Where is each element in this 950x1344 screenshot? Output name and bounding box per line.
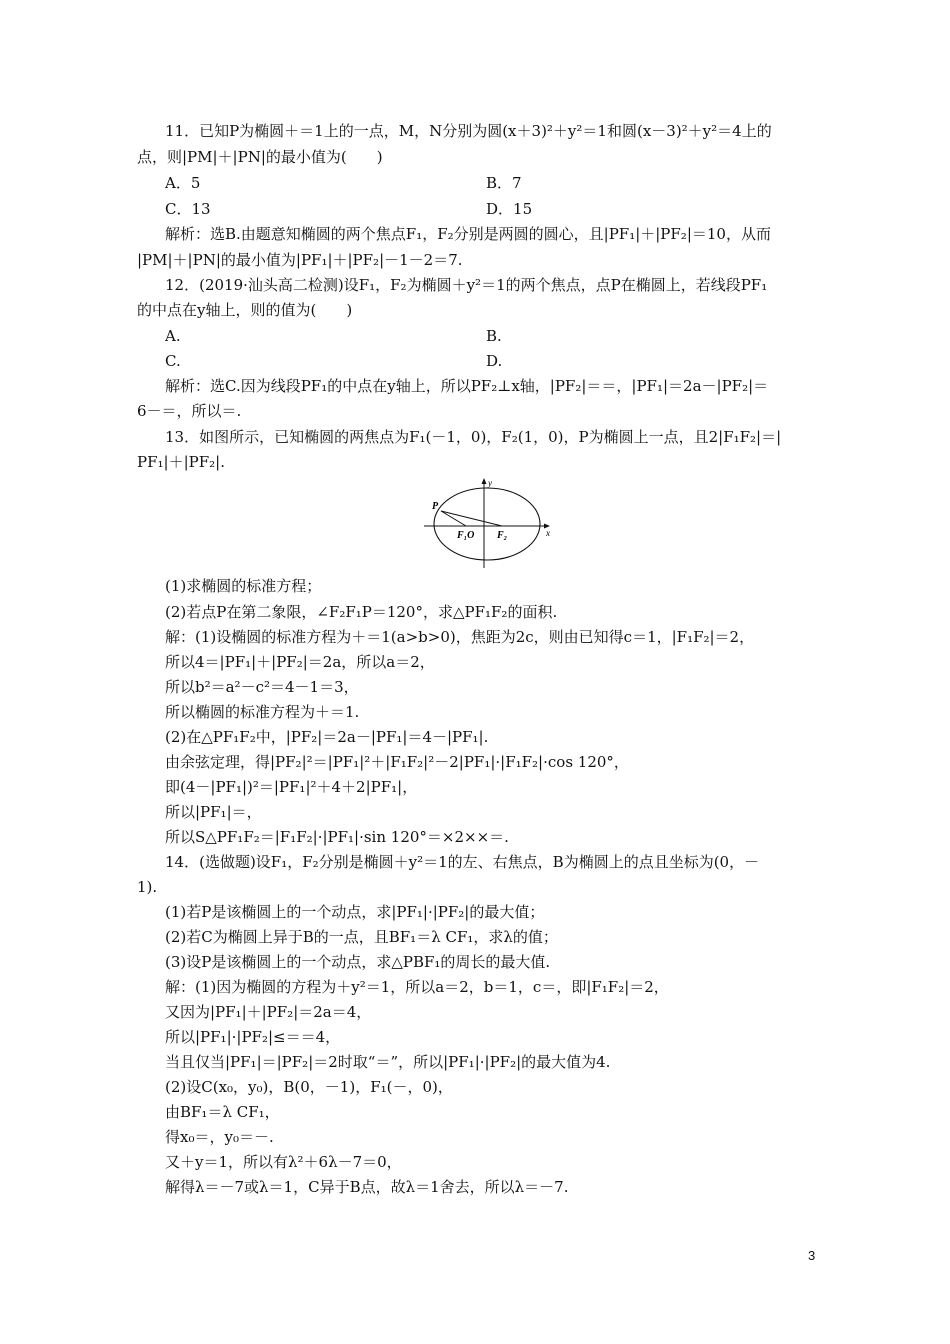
text-line: 解：(1)因为椭圆的方程为＋y²＝1，所以a＝2，b＝1，c＝，即|F₁F₂|＝2， <box>165 978 669 996</box>
text-line: 又＋y＝1，所以有λ²＋6λ－7＝0， <box>165 1153 402 1171</box>
text-line: 点，则|PM|＋|PN|的最小值为( ) <box>137 148 383 166</box>
text-line: 1). <box>137 878 158 896</box>
text-line: 解：(1)设椭圆的标准方程为＋＝1(a>b>0)，焦距为2c，则由已知得c＝1，|F₁F₂|＝2， <box>165 628 755 646</box>
text-line: 由余弦定理，得|PF₂|²＝|PF₁|²＋|F₁F₂|²－2|PF₁|·|F₁F₂|·cos 120°， <box>165 753 629 771</box>
text-line: 又因为|PF₁|＋|PF₂|＝2a＝4， <box>165 1003 372 1021</box>
text-line: 解得λ＝－7或λ＝1，C异于B点，故λ＝1舍去，所以λ＝－7. <box>165 1178 569 1196</box>
text-line: 6－＝，所以＝. <box>137 402 242 420</box>
text-line: PF₁|＋|PF₂|. <box>137 453 225 471</box>
segment-pf2 <box>441 511 502 526</box>
text-line: 所以4＝|PF₁|＋|PF₂|＝2a，所以a＝2， <box>165 653 435 671</box>
y-axis-arrow-icon <box>482 478 487 484</box>
ellipse-curve <box>434 488 540 560</box>
label-y: y <box>488 478 492 488</box>
page-number: 3 <box>808 1248 816 1263</box>
text-line: (1)求椭圆的标准方程； <box>165 577 322 595</box>
text-line: 当且仅当|PF₁|＝|PF₂|＝2时取“＝”，所以|PF₁|·|PF₂|的最大值为4. <box>165 1053 611 1071</box>
option-b: B．7 <box>486 174 522 192</box>
option-c: C. <box>165 352 181 370</box>
segment-pf1 <box>441 511 466 526</box>
option-b: B. <box>486 327 502 345</box>
text-line: 所以椭圆的标准方程为＋＝1. <box>165 703 360 721</box>
text-line: (1)若P是该椭圆上的一个动点，求|PF₁|·|PF₂|的最大值； <box>165 903 545 921</box>
text-line: 由BF₁＝λ CF₁， <box>165 1103 280 1121</box>
text-line: 得x₀＝，y₀＝－. <box>165 1128 274 1146</box>
ellipse-figure <box>420 474 560 570</box>
option-d: D．15 <box>486 200 533 218</box>
text-line: 13．如图所示，已知椭圆的两焦点为F₁(－1，0)，F₂(1，0)，P为椭圆上一点，且2|F₁F₂|＝| <box>165 428 782 446</box>
text-line: (3)设P是该椭圆上的一个动点，求△PBF₁的周长的最大值. <box>165 953 551 971</box>
text-line: 即(4－|PF₁|)²＝|PF₁|²＋4＋2|PF₁|， <box>165 778 418 796</box>
text-line: (2)若C为椭圆上异于B的一点，且BF₁＝λ CF₁，求λ的值； <box>165 928 558 946</box>
option-a: A. <box>165 327 181 345</box>
text-line: (2)设C(x₀，y₀)，B(0，－1)，F₁(－，0)， <box>165 1078 453 1096</box>
text-line: (2)在△PF₁F₂中，|PF₂|＝2a－|PF₁|＝4－|PF₁|. <box>165 728 489 746</box>
text-line: 解析：选B.由题意知椭圆的两个焦点F₁，F₂分别是两圆的圆心，且|PF₁|＋|PF₂|＝10，从而 <box>165 225 771 243</box>
option-d: D. <box>486 352 503 370</box>
label-x: x <box>546 528 550 538</box>
option-c: C．13 <box>165 200 211 218</box>
label-f1o: F₁O <box>457 530 475 541</box>
text-line: 所以S△PF₁F₂＝|F₁F₂|·|PF₁|·sin 120°＝×2××＝. <box>165 828 509 846</box>
label-f2: F₂ <box>497 530 508 541</box>
text-line: 的中点在y轴上，则的值为( ) <box>137 301 353 319</box>
text-line: 14．(选做题)设F₁，F₂分别是椭圆＋y²＝1的左、右焦点，B为椭圆上的点且坐标为(0，－ <box>165 853 760 871</box>
text-line: 所以|PF₁|＝， <box>165 803 262 821</box>
label-p: P <box>432 501 439 512</box>
text-line: 12．(2019·汕头高二检测)设F₁，F₂为椭圆＋y²＝1的两个焦点，点P在椭圆上，若线段PF₁ <box>165 276 768 294</box>
text-line: 所以b²＝a²－c²＝4－1＝3， <box>165 678 359 696</box>
option-a: A．5 <box>165 174 201 192</box>
text-line: 11．已知P为椭圆＋＝1上的一点，M，N分别为圆(x＋3)²＋y²＝1和圆(x－3)²＋y²＝4上的 <box>165 122 772 140</box>
text-line: 解析：选C.因为线段PF₁的中点在y轴上，所以PF₂⊥x轴，|PF₂|＝＝，|PF₁|＝2a－|PF₂|＝ <box>165 377 769 395</box>
text-line: (2)若点P在第二象限，∠F₂F₁P＝120°，求△PF₁F₂的面积. <box>165 603 558 621</box>
text-line: 所以|PF₁|·|PF₂|≤＝＝4， <box>165 1028 341 1046</box>
text-line: |PM|＋|PN|的最小值为|PF₁|＋|PF₂|－1－2＝7. <box>137 251 463 269</box>
